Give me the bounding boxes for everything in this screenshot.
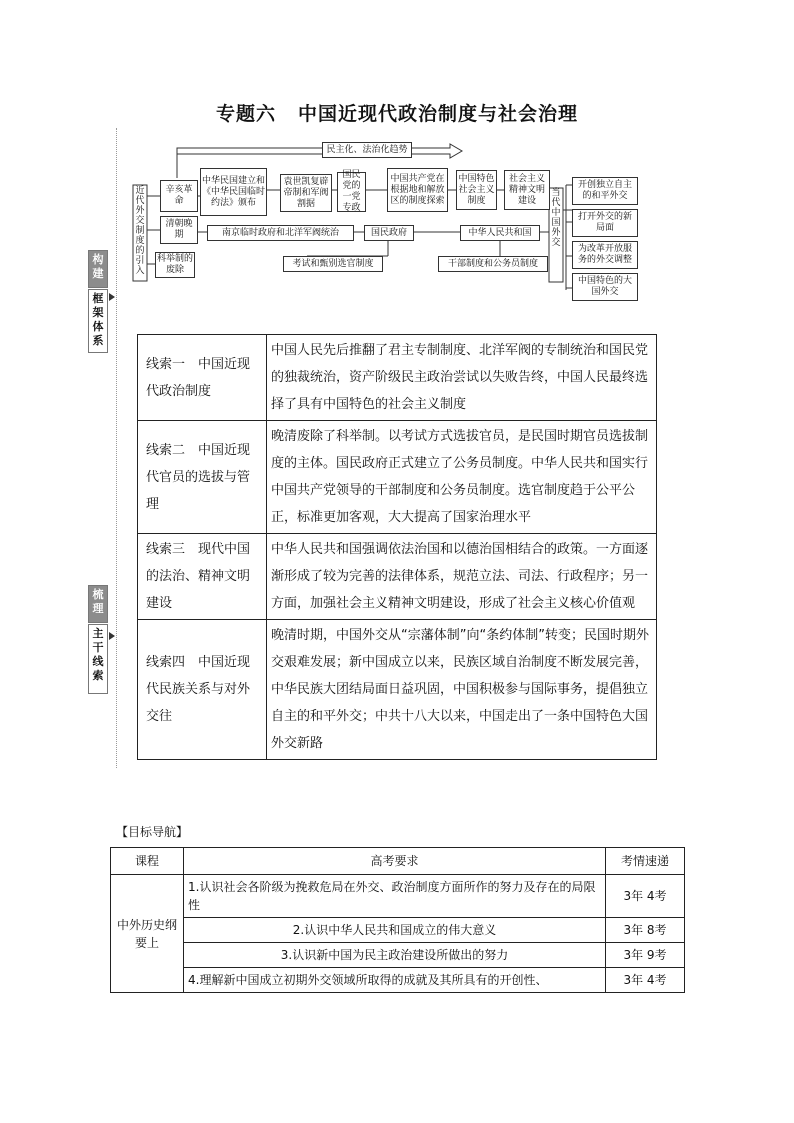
title-part1: 专题六 [215,103,276,125]
thread-text: 晚清废除了科举制。以考试方式选拔官员，是民国时期官员选拔制度的主体。国民政府正式建立了公务员制度。中华人民共和国实行中国共产党领导的干部制度和公务员制度。选官制度趋于公平公正，标准更加客观，大大提高了国家治理水平 [267,421,657,534]
box-socialism: 中国特色社会主义制度 [456,170,497,210]
side-tab-sort-label: 梳理 [92,588,104,615]
side-tab-mainline-label: 主干线索 [92,627,104,682]
table-row [138,421,657,534]
box-diplomacy-3: 为改革开放服务的外交调整 [572,241,638,269]
thread-text: 中国人民先后推翻了君主专制制度、北洋军阀的专制统治和国民党的独裁统治，资产阶级民主政治尝试以失败告终，中国人民最终选择了具有中国特色的社会主义制度 [267,335,657,421]
side-tab-build-label: 构建 [92,253,104,280]
table-row [111,968,685,993]
table-row [138,335,657,421]
box-guomin-gov: 国民政府 [364,225,414,241]
table-header-row [111,848,685,875]
stat: 3年 8考 [606,918,685,943]
stat: 3年 4考 [606,968,685,993]
thread-key: 线索二 中国近现代官员的选拔与管理 [138,421,267,534]
requirement: 1.认识社会各阶级为挽救危局在外交、政治制度方面所作的努力及存在的局限性 [184,875,606,918]
stat: 3年 9考 [606,943,685,968]
box-nanjing: 南京临时政府和北洋军阀统治 [207,225,354,241]
thread-key: 线索三 现代中国的法治、精神文明建设 [138,534,267,620]
requirement: 2.认识中华人民共和国成立的伟大意义 [184,918,606,943]
label-contemporary-diplomacy: 当代中国外交 [551,188,561,248]
box-diplomacy-1: 开创独立自主的和平外交 [572,177,638,205]
box-diplomacy-4: 中国特色的大国外交 [572,273,638,301]
stat: 3年 4考 [606,875,685,918]
diagram-connectors [0,0,794,320]
course-name: 中外历史纲要上 [111,875,184,993]
box-cpc: 中国共产党在根据地和解放区的制度探索 [387,168,448,212]
col-stats: 考情速递 [606,848,685,875]
requirement: 3.认识新中国为民主政治建设所做出的努力 [184,943,606,968]
threads-table [137,334,657,760]
goals-table [110,847,685,993]
box-yuan: 袁世凯复辟帝制和军阀割据 [280,174,332,212]
box-trend: 民主化、法治化趋势 [322,142,412,158]
box-guomin-party: 国民党的一党专政 [337,172,366,212]
col-course: 课程 [111,848,184,875]
goal-heading: 【目标导航】 [116,825,189,839]
requirement: 4.理解新中国成立初期外交领域所取得的成就及其所具有的开创性、 [184,968,606,993]
box-qing: 清朝晚期 [160,216,198,244]
box-linshi: 中华民国建立和《中华民国临时约法》颁布 [200,168,267,216]
table-row [111,875,685,918]
table-row [111,918,685,943]
label-modern-diplomacy: 近代外交制度的引入 [135,186,145,276]
box-diplomacy-2: 打开外交的新局面 [572,209,638,237]
thread-key: 线索一 中国近现代政治制度 [138,335,267,421]
box-prc: 中华人民共和国 [460,225,540,241]
side-tab-framework-label: 框架体系 [92,292,104,347]
side-tab-mainline [88,624,108,694]
table-row [138,534,657,620]
box-spirit: 社会主义精神文明建设 [504,170,550,210]
thread-key: 线索四 中国近现代民族关系与对外交往 [138,620,267,760]
box-keju: 科举制的废除 [155,252,195,278]
col-requirement: 高考要求 [184,848,606,875]
title-part2: 中国近现代政治制度与社会治理 [298,103,579,125]
thread-text: 中华人民共和国强调依法治国和以德治国相结合的政策。一方面逐渐形成了较为完善的法律体系，规范立法、司法、行政程序；另一方面，加强社会主义精神文明建设，形成了社会主义核心价值观 [267,534,657,620]
table-row [138,620,657,760]
box-xinhai: 辛亥革命 [160,180,198,212]
box-exam: 考试和甄别选官制度 [283,256,383,272]
box-cadre: 干部制度和公务员制度 [438,256,548,272]
side-tab-sort [88,585,108,623]
table-row [111,943,685,968]
thread-text: 晚清时期，中国外交从“宗藩体制”向“条约体制”转变；民国时期外交艰难发展；新中国成立以来，民族区域自治制度不断发展完善，中华民族大团结局面日益巩固，中国积极参与国际事务，提倡独立自主的和平外交；中共十八大以来，中国走出了一条中国特色大国外交新路 [267,620,657,760]
arrow-icon [109,632,115,640]
